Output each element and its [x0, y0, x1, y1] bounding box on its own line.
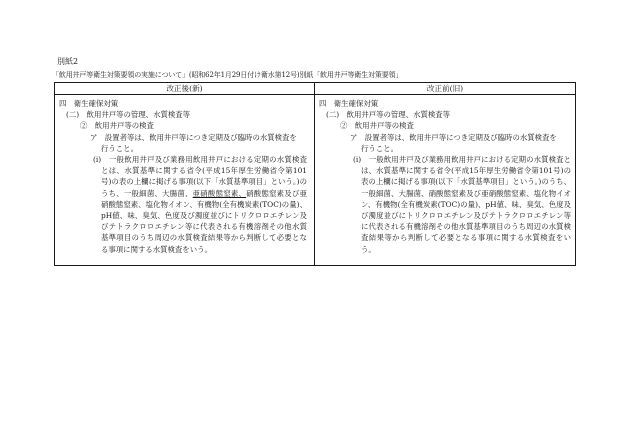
- table-header-row: [55, 83, 576, 95]
- clause-i-text-part2: 硝酸態窒素及び亜硝酸態窒素、塩化物イオン、有機物(全有機炭素(TOC)の量)、pH値、味、臭気、色度及び濁度並びにトリクロロエチレン及びテトラクロロエチレン等に代表される有機溶剤その他水質基準項目のうち周辺の水質検査結果等から判断して必要となる事項に関する水質検査をいう。: [101, 188, 307, 254]
- item-heading: ② 飲用井戸等の検査: [340, 121, 414, 131]
- clause-a-line2: 行うこと。: [101, 143, 138, 153]
- column-header-new: 改正後(新): [55, 83, 315, 95]
- document-title: 「飲用井戸等衛生対策要領の実施について」(昭和62年1月29日付け衛水第12号)別紙「飲用井戸等衛生対策要領」: [52, 71, 403, 79]
- old-text-cell: [315, 95, 576, 266]
- subsection-heading: (二) 飲用井戸等の管理、水質検査等: [66, 110, 191, 120]
- new-text-cell: [55, 95, 315, 266]
- subsection-heading: (二) 飲用井戸等の管理、水質検査等: [326, 110, 451, 120]
- clause-i-paragraph: (i) 一般飲用井戸及び業務用飲用井戸における定期の水質検査とは、水質基準に関する省令(平成15年厚生労働省令第101号)の表の上欄に掲げる事項(以下「水質基準項目」という。)のうち、一般細菌、大腸菌、硝酸態窒素及び亜硝酸態窒素、塩化物イオン、有機物(全有機炭素(TOC)の量)、pH値、味、臭気、色度及び濁度並びにトリクロロエチレン及びテトラクロロエチレン等に代表される有機溶剤その他水質基準項目のうち周辺の水質検査結果等から判断して必要となる事項に関する水質検査をいう。: [353, 155, 571, 254]
- clause-a-line1: ア 設置者等は、飲用井戸等につき定期及び臨時の水質検査を: [350, 132, 557, 142]
- column-header-old: 改正前(旧): [315, 83, 576, 95]
- item-heading: ② 飲用井戸等の検査: [80, 121, 154, 131]
- section-heading: 四 衛生確保対策: [319, 99, 379, 108]
- clause-a-line2: 行うこと。: [361, 143, 398, 153]
- table-row: [55, 95, 576, 266]
- comparison-table: [54, 82, 576, 266]
- clause-i-paragraph: [59, 154, 310, 255]
- clause-a-line1: ア 設置者等は、飲用井戸等につき定期及び臨時の水質検査を: [90, 132, 297, 142]
- attachment-label: 別紙2: [57, 57, 79, 66]
- clause-i-text-part1: (i) 一般飲用井戸及び業務用飲用井戸における定期の水質検査とは、水質基準に関する省令(平成15年厚生労働省令第101号)の表の上欄に掲げる事項(以下「水質基準項目」という。)のうち、一般細菌、大腸菌、: [93, 155, 307, 198]
- clause-i-amended-text: 亜硝酸態窒素、: [192, 188, 247, 198]
- section-heading: 四 衛生確保対策: [59, 99, 119, 108]
